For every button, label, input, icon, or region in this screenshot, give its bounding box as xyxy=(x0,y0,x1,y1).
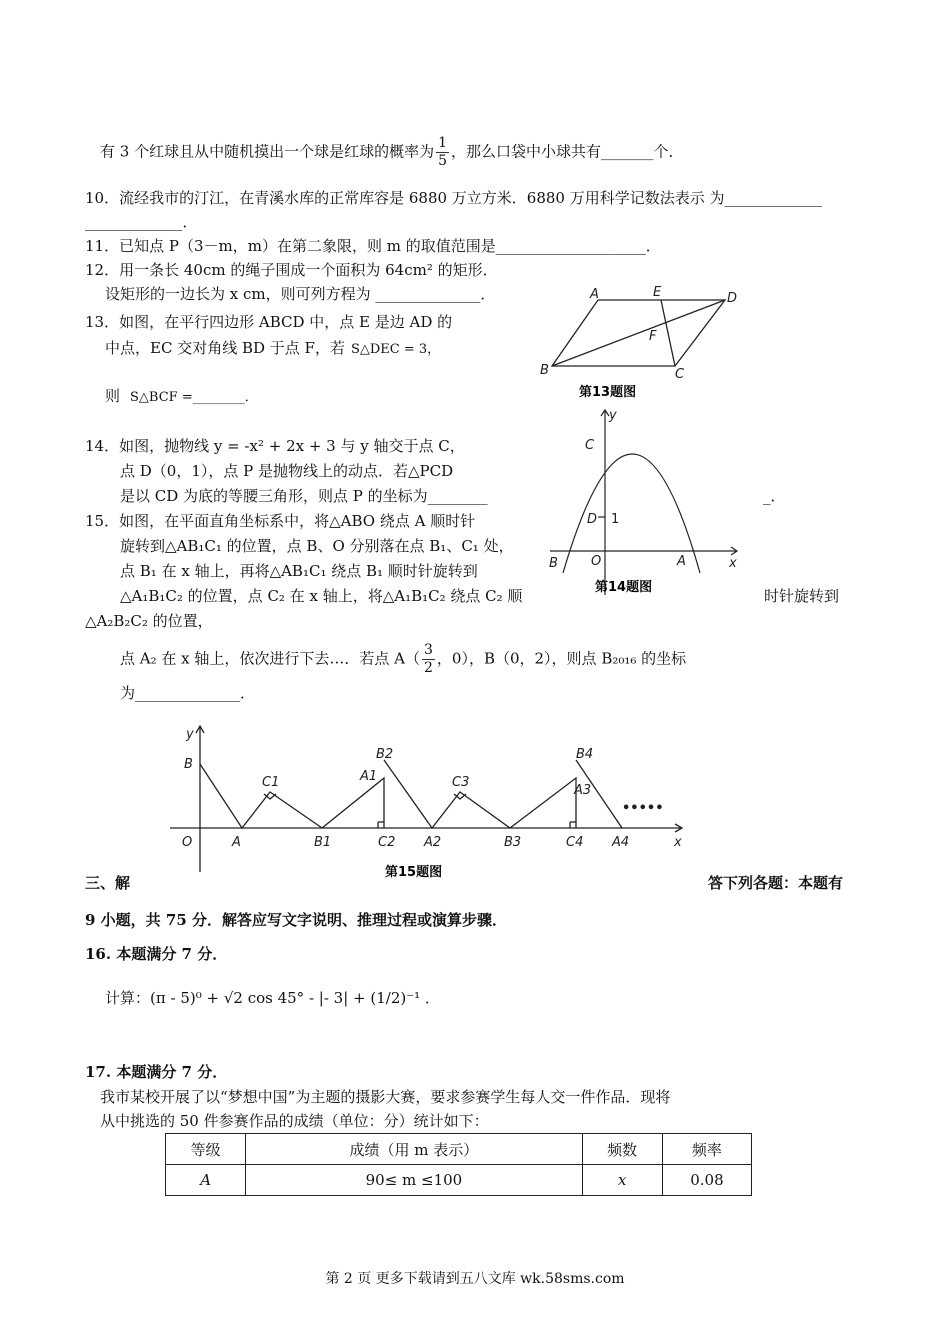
q13-line3: 则 S△BCF =________． xyxy=(105,387,258,405)
table-cell: 90≤ m ≤100 xyxy=(246,1165,582,1196)
fig15-label-b4: B4 xyxy=(576,747,594,762)
table-header-row xyxy=(166,1134,752,1165)
fig15-label-a: A xyxy=(232,835,241,850)
table-row xyxy=(166,1165,752,1196)
table-cell: 0.08 xyxy=(662,1165,751,1196)
fig13-label-f: F xyxy=(649,329,657,344)
q9-text-b: ，那么口袋中小球共有_______个． xyxy=(451,142,684,161)
table-cell: x xyxy=(582,1165,662,1196)
fig15-label-c1: C1 xyxy=(262,775,280,790)
fig15-label-c3: C3 xyxy=(452,775,470,790)
q14-line2: 点 D（0，1），点 P 是抛物线上的动点．若△PCD xyxy=(120,462,454,480)
q12-line2: 设矩形的一边长为 x cm，则可列方程为 ______________． xyxy=(105,285,496,303)
fig15-caption: 第15题图 xyxy=(385,865,443,880)
table-cell: A xyxy=(166,1165,246,1196)
q10-line1: 10．流经我市的汀江，在青溪水库的正常库容是 6880 万立方米．6880 万用科学记数法表示 为_____________ xyxy=(85,189,823,207)
q13-condition: S△DEC = 3， xyxy=(350,342,441,357)
fig15-label-a4: A4 xyxy=(612,835,630,850)
fig15-label-b: B xyxy=(184,757,193,772)
fig13-label-d: D xyxy=(727,291,738,306)
fig14-label-x: x xyxy=(729,556,737,571)
fig14-label-b: B xyxy=(549,556,558,571)
q15-line6: 点 A₂ 在 x 轴上，依次进行下去…．若点 A（ $\frac{3}{2}$ ，0），B（0，2），则点 B₂₀₁₆ 的坐标 xyxy=(120,642,687,676)
table-header: 频数 xyxy=(582,1134,662,1165)
q17-line2: 从中挑选的 50 件参赛作品的成绩（单位：分）统计如下： xyxy=(100,1112,489,1130)
fig15-label-b3: B3 xyxy=(504,835,522,850)
section3-right: 答下列各题：本题有 xyxy=(708,874,844,892)
fig13-label-e: E xyxy=(653,285,662,300)
q17-line1: 我市某校开展了以“梦想中国”为主题的摄影大赛，要求参赛学生每人交一件作品．现将 xyxy=(100,1088,671,1106)
table-header: 等级 xyxy=(166,1134,246,1165)
q13-line1: 13．如图，在平行四边形 ABCD 中，点 E 是边 AD 的 xyxy=(85,313,453,331)
q11-line: 11．已知点 P（3－m，m）在第二象限，则 m 的取值范围是____________________． xyxy=(85,237,661,255)
q13-line2: 中点，EC 交对角线 BD 于点 F，若 S△DEC = 3， xyxy=(105,339,441,357)
figure-13 xyxy=(535,282,755,402)
fig14-label-d: D xyxy=(587,512,598,527)
table-header: 频率 xyxy=(662,1134,751,1165)
q15-line2: 旋转到△AB₁C₁ 的位置，点 B、O 分别落在点 B₁、C₁ 处， xyxy=(120,537,514,555)
fig14-label-y: y xyxy=(609,408,617,423)
fig15-label-c2: C2 xyxy=(378,835,396,850)
fig13-label-a: A xyxy=(590,287,599,302)
q9-fraction: $\frac{1}{5}$ xyxy=(438,135,448,169)
q16-expression: 计算：(π - 5)⁰ + √2 cos 45° - |- 3| + (1/2)⁻¹ ． xyxy=(105,989,440,1007)
q16-title: 16. 本题满分 7 分． xyxy=(85,945,228,963)
fig14-caption: 第14题图 xyxy=(595,580,653,595)
q15-line7: 为______________． xyxy=(120,684,256,702)
fig14-label-1: 1 xyxy=(611,512,620,527)
q10-line2: _____________． xyxy=(85,213,198,231)
fig15-label-o: O xyxy=(182,835,193,850)
q14-line3-tail: _． xyxy=(763,487,786,505)
section3-line2: 9 小题，共 75 分．解答应写文字说明、推理过程或演算步骤． xyxy=(85,911,507,929)
fig15-label-y: y xyxy=(186,727,194,742)
table-header: 成绩（用 m 表示） xyxy=(246,1134,582,1165)
q15-line1: 15．如图，在平面直角坐标系中，将△ABO 绕点 A 顺时针 xyxy=(85,512,476,530)
fig14-label-c: C xyxy=(585,438,595,453)
grade-table xyxy=(165,1133,752,1196)
q15-line4-tail: 时针旋转到 xyxy=(764,587,840,605)
fig15-label-a3: A3 xyxy=(574,783,592,798)
q15-line4: △A₁B₁C₂ 的位置，点 C₂ 在 x 轴上，将△A₁B₁C₂ 绕点 C₂ 顺 xyxy=(120,587,523,605)
fig14-label-a: A xyxy=(677,554,686,569)
fig14-label-o: O xyxy=(591,554,602,569)
q9-line xyxy=(100,135,684,170)
q12-line1: 12．用一条长 40cm 的绳子围成一个面积为 64cm² 的矩形． xyxy=(85,261,498,279)
q9-text-a: 有 3 个红球且从中随机摸出一个球是红球的概率为 xyxy=(100,142,435,161)
figure-15 xyxy=(170,722,690,882)
section3-left: 三、解 xyxy=(85,874,131,892)
fig13-label-b: B xyxy=(540,363,549,378)
q14-line1: 14．如图，抛物线 y = -x² + 2x + 3 与 y 轴交于点 C， xyxy=(85,437,465,455)
fig15-label-b1: B1 xyxy=(314,835,332,850)
q15-line3: 点 B₁ 在 x 轴上，再将△AB₁C₁ 绕点 B₁ 顺时针旋转到 xyxy=(120,562,478,580)
q17-title: 17. 本题满分 7 分． xyxy=(85,1063,228,1081)
fig15-label-a2: A2 xyxy=(424,835,442,850)
fig13-caption: 第13题图 xyxy=(579,385,637,400)
q15-fraction: $\frac{3}{2}$ xyxy=(423,642,433,676)
fig13-label-c: C xyxy=(675,367,685,382)
fig15-label-x: x xyxy=(674,835,682,850)
figure-14 xyxy=(545,405,745,600)
fig15-label-b2: B2 xyxy=(376,747,394,762)
page-footer: 第 2 页 更多下载请到五八文库 wk.58sms.com xyxy=(325,1271,625,1287)
q14-line3: 是以 CD 为底的等腰三角形，则点 P 的坐标为________ xyxy=(120,487,488,505)
fig15-label-a1: A1 xyxy=(360,769,378,784)
q13-ask: S△BCF =________． xyxy=(130,390,258,405)
q15-line5: △A₂B₂C₂ 的位置， xyxy=(85,612,213,630)
fig15-label-c4: C4 xyxy=(566,835,584,850)
fig15-ellipsis: ••••• xyxy=(622,801,664,816)
